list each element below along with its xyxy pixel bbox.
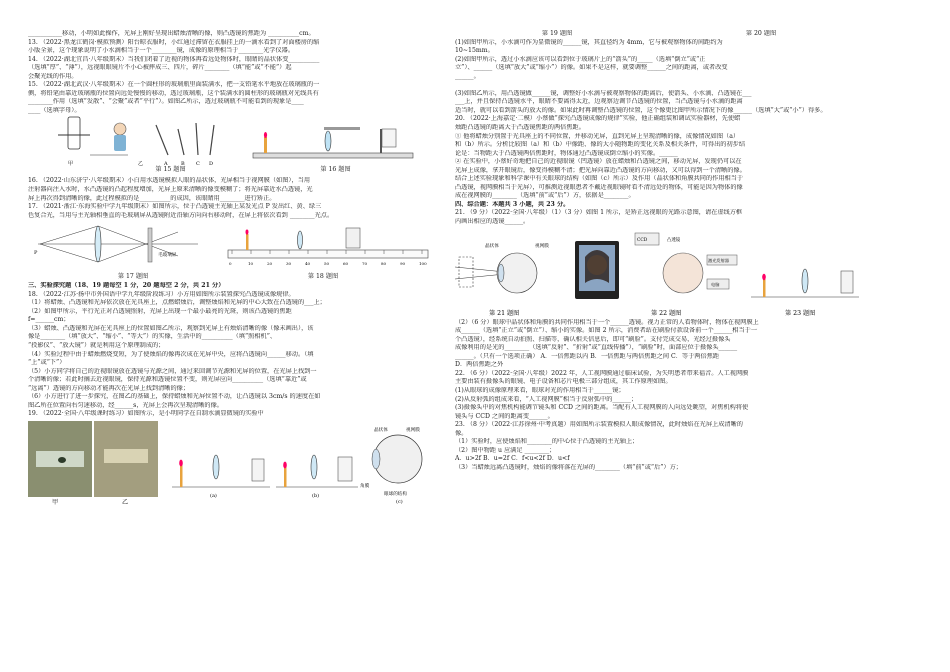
caption-figure-19: 第 19 题图 (541, 30, 573, 37)
ruler-tick-label: 80 (381, 261, 387, 267)
figure-21-23-drawing (455, 227, 863, 319)
text-line: 17. （2021·浙江·东海实验中学九年级期末）如图所示，位于凸透镜主光轴上某发光点 P 发出红、黄、绿三 (28, 203, 322, 211)
fig17-label-p: P (34, 250, 38, 257)
caption-figure-15: 第 15 题图 (155, 166, 186, 174)
text-line: ______。（只有一个选项正确） A．一倍焦距以内 B．一倍焦距与两倍焦距之间 C．等于两倍焦距 (455, 352, 720, 360)
fig21-shiwangmo-label: 视网膜 (535, 243, 549, 249)
text-line: 10~15mm。 (455, 47, 494, 55)
figure-23-optical-bench (751, 269, 859, 297)
text-line: D．两倍焦距之外 (455, 361, 504, 369)
fig15-label-b: B (181, 161, 185, 168)
figure-17-18-drawing (28, 220, 436, 274)
text-line: 色复合光，当用与主光轴相垂直的毛玻璃屏从透镜附近沿轴方向向右移动时，在屏上将依次看到 ________光点。 (28, 211, 334, 219)
left-block-2 (28, 177, 436, 220)
text-line: 像。 (455, 429, 468, 437)
figure-15-pencil-options (68, 123, 214, 167)
fig20-eye-caption: 眼球的结构 (384, 491, 407, 497)
text-line: (3)摄像头中的对焦机构能调节镜头和 CCD 之间的距离。当配有人工视网膜的人向远处眺望，对焦机构将使 (455, 404, 749, 412)
figure-20a-setup (172, 455, 270, 499)
ruler-tick-label: 60 (343, 261, 349, 267)
right-block-3 (455, 319, 863, 473)
text-line: 成______（选填“正立”或“倒立”）、缩小的实像。如图 2 所示，消费者站在刷脸付款设备前一个______相当于一 (455, 327, 758, 335)
left-block-3 (28, 291, 436, 419)
text-line: 成在视网膜的________（选填“前”或“后”）方，依据是________。 (455, 192, 635, 200)
ruler-tick-label: 40 (305, 261, 311, 267)
caption-figure-16: 第 16 题图 (320, 166, 351, 174)
fig22-ccd-label: CCD (637, 237, 648, 243)
ruler-tick-label: 70 (362, 261, 368, 267)
figures-15-16 (28, 115, 436, 177)
text-line: ② 在实验中，小蔡好奇地把自己的近视眼镜（凹透镜）放在蜡烛和凸透镜之间，移动光屏，发现仍可以在 (455, 158, 742, 166)
text-line: （2）如图甲所示，平行光正对凸透镜照射，光屏上出现一个最小最亮的光斑，则该凸透镜的焦距 (28, 307, 292, 315)
text-line: 21. （9 分）（2022·全国·八年级）（1）（3 分）如图 1 所示，是矫正远视眼的光路示意图，请在虚线方框 (455, 209, 743, 217)
text-line: f=______cm； (28, 316, 70, 324)
figure-22-artificial-retina (635, 233, 737, 293)
left-block-1 (28, 30, 436, 115)
fig20-label-c: (c) (396, 498, 403, 505)
text-line: （6）小方进行了进一步探究，在图乙的基础上，保持蜡烛和光屏位置不动，让凸透镜以 3cm/s 的速度在如 (28, 393, 321, 401)
caption-figure-21: 第 21 题图 (489, 309, 520, 317)
text-line (455, 81, 863, 90)
figure-19-photo-yi (94, 421, 158, 497)
figure-21-face-terminal (575, 241, 619, 299)
text-line: 光屏上成像，拿开眼镜后，像变得模糊不清；把光屏向靠近凸透镜的方向移动，又可以得到一个清晰的像。 (455, 166, 746, 174)
text-line: （2）图中物距 u 应满足 ________； (455, 446, 556, 454)
figures-21-23 (455, 227, 863, 319)
text-line: 16. （2022·山东济宁·八年级期末）小白用水透镜模拟人眼的晶状体，光屏相当于视网膜（如图），当用 (28, 177, 311, 185)
text-line: （3）当蜡烛远离凸透镜时，烛焰的像将落在光屏的________（填“前”或“后”）方； (455, 463, 682, 471)
fig15-label-a: A (164, 161, 168, 168)
figure-20b-setup (276, 455, 358, 499)
fig15-label-jia: 甲 (68, 161, 74, 168)
ruler-tick-label: 90 (400, 261, 406, 267)
text-line: 14. （2022·湖北宜昌·八年级期末）当我们闭着了近视的物体再看远处物体时，眼睛的晶状体变__________ (28, 55, 320, 63)
text-line: （3）蜡烛、凸透镜和光屏在光具座上的位置如图乙所示，观察到光屏上有烛焰清晰的像（像未画出），该 (28, 324, 314, 332)
fig15-label-yi: 乙 (138, 161, 144, 168)
left-column (28, 30, 436, 658)
caption-figure-22: 第 22 题图 (651, 309, 682, 317)
text-line: 和（b）所示。分析比较图（a）和（b）中像距、像的大小随物距的变化关系及相关条件，可得出的初步结 (455, 141, 746, 149)
ruler-tick-label: 30 (286, 261, 292, 267)
section-3-heading: 三、实验探究题（18、19 题每空 1 分，20 题每空 2 分，共 21 分） (28, 282, 225, 290)
text-line: 适当时，就可以看到箭头的放大的像。如果此时再调整凸透镜的位置，这个像更比图甲所示情况下的像______（选填“大”或“小”）得多。 (455, 106, 827, 114)
text-line: 像是________（填“放大”、“缩小”、“等大”）的实像，生活中的__________（填“照相机”、 (28, 333, 277, 341)
right-column (455, 30, 863, 658)
fig15-label-d: D (209, 161, 214, 168)
caption-figure-17: 第 17 题图 (117, 273, 149, 281)
ruler-tick-label: 50 (324, 261, 330, 267)
text-line: (3)如图乙所示，用凸透镜做______镜，调整好小水滴与被观察物体的距离后，使箭头、小水滴、凸透镜在___ (455, 89, 752, 97)
fig19-label-jia: 甲 (52, 498, 59, 506)
text-line: 图乙所在位置向右匀速移动，经______s，光屏上会再次呈现清晰的像。 (28, 401, 223, 409)
text-line: （选填“厚”、“薄”），远视眼眼镜片不小心被摔成三、四片，碎片________（填“能”或“不能”）起 (28, 64, 292, 72)
text-line: 15. （2022·湖北武汉·八年级期末）在一个圆柱形的玻璃瓶里面装满水，把一支铅笔水平地放在玻璃瓶的一 (28, 81, 320, 89)
text-line: （1）实验时，应使烛焰和________的中心位于凸透镜的主光轴上； (455, 438, 639, 446)
figure-16-optical-bench (253, 127, 413, 158)
fig22-computer-label: 电脑 (711, 281, 720, 287)
text-line: （5）小方同学将自己的近视眼镜放在透镜与光源之间，通过来回调节光源和光屏的位置，在光屏上找到一 (28, 367, 317, 375)
right-block-2 (455, 209, 863, 226)
text-line: 个凸透镜），经系统自动拍照、扫描等，确认相关信息后，即可“刷脸”。支付完成交易，光经过摄像头 (455, 335, 731, 343)
text-line: （2）（6 分）眼球中晶状体和角膜的共同作用相当于一个______透镜。视力正常的人看物体时，物体在视网膜上 (455, 318, 759, 326)
text-line: 主要由装有摄像头的眼镜、电子设备和芯片电极三部分组成，其工作原理如图。 (455, 378, 672, 386)
text-line: 个清晰的像；若此时摘去近视眼镜，保持光源和透镜位置不变，则光屏应向__________（选填“靠近”或 (28, 376, 307, 384)
text-line: ________作用（选填“发散”、“会聚”或者“平行”）。如图乙所示，透过玻璃瓶不可能看到的现象是____ (28, 98, 304, 106)
text-line: 凸透镜，视网膜相当于光屏），可推测近视眼患者不戴近视眼镜时看不清远处的物体，可能是因为物体的像 (455, 183, 743, 191)
text-line: 19. （2022·全国·八年级课时练习）如图所示，是小明同学在自制水滴显微镜的实验中 (28, 410, 264, 418)
right-top-captions (455, 30, 863, 39)
text-line: 论是：当物距大于凸透镜两倍焦距时，物体通过凸透镜成倒立缩小的实像。______ (455, 149, 678, 157)
ruler-tick-label: 20 (267, 261, 273, 267)
text-line: （4）实验过程中由于蜡烛燃烧变短，为了使烛焰的像再次成在光屏中央，应将凸透镜向______移动。（填 (28, 350, 314, 358)
fig20-label-a: (a) (210, 492, 217, 499)
figures-17-18 (28, 220, 436, 282)
text-line: ___上，并且保持凸透镜水平，眼睛不要离得太近，边观察边调节凸透镜的位置，当凸透镜与小水滴的距离 (455, 98, 743, 106)
text-line: 注射器向注入水时，水凸透镜的凸起程度增加，光屏上原来清晰的像变模糊了；将光屏靠近水凸透镜，光 (28, 186, 313, 194)
caption-figure-18: 第 18 题图 (307, 273, 339, 281)
text-line: “上”或“下”） (28, 359, 66, 367)
text-line: 18. （2022·江苏·扬中市外国语中学九年级阶段练习）小方用如图所示装置探究凸透镜成像规律。 (28, 290, 295, 298)
fig22-laser-label: 激光发射器 (708, 257, 729, 263)
text-line: 小版全景，这个现象说明了小水滴相当于一个________镜，成像的原理相当于________光学仪器。 (28, 47, 295, 55)
figure-17-lens-rays (34, 226, 198, 262)
fig20-jiaomo-label: 角膜 (360, 483, 370, 489)
figure-19-photo-jia (28, 421, 92, 497)
text-line: (1)从眼球的成像原理来看，眼球对光的作用相当于______镜； (455, 386, 625, 394)
text-line: ______。 (455, 72, 480, 80)
figure-21-eye-diagram (455, 242, 549, 293)
text-line: 20. （2022·上海嘉定·二模）小蔡做“探究凸透镜成像的规律”实验，他正确组装和调试实验器材，先使蜡 (455, 115, 741, 123)
text-line: 23. （8 分）（2022·江苏徐州·中考真题）用如图所示装置模拟人眼成像情况，此时烛焰在光屏上成清晰的 (455, 421, 743, 429)
fig20-shiwangmo-label: 视网膜 (406, 427, 420, 433)
figure-20c-eyeball (360, 426, 422, 505)
ruler-tick-label: 10 (248, 261, 254, 267)
caption-figure-20: 第 20 题图 (745, 30, 777, 37)
fig15-label-c: C (196, 161, 200, 168)
text-line: 13. （2022·黑龙江鹤岗·模拟预测）阳台晾衣服时，小红通过滞留在衣服挂上的一滴水看到了对面楼房的缩 (28, 38, 320, 46)
text-line: ___________移动，小明如此操作，光屏上刚好呈现出蜡烛清晰的像，则凸透镜的焦距为 __________cm。 (28, 30, 315, 37)
text-line: 会聚光线的作用。 (28, 72, 78, 80)
text-line: A．u>2f B．u=2f C．f<u<2f D．u<f (455, 455, 570, 463)
fig22-lens-label: 凸透镜 (667, 237, 681, 243)
text-line: ____（选填字母）。 (28, 106, 81, 114)
text-line: 侧，将铅笔由靠近玻璃瓶的位置向远处慢慢的移动，透过玻璃瓶，这个装满水的圆柱形的玻璃瓶对光线具有 (28, 89, 319, 97)
text-line: “投影仪”、“放大镜”）就是利用这个原理制成的； (28, 342, 165, 350)
ruler-tick-label: 100 (419, 261, 427, 267)
fig20-label-b: (b) (312, 492, 320, 499)
ruler-tick-label: 0 (229, 261, 232, 267)
text-line: 屏上再次得到清晰的像，此过程模拟的是__________的成因，该眼睛用________进行矫正。 (28, 194, 276, 202)
text-line: 22. （6 分）（2022·全国·八年级）2022 年，人工视网膜通过临床试验，为失明患者带来福音。人工视网膜 (455, 369, 749, 377)
text-line: 立”）、______（选填“放大”或“缩小”）的像。如果不是这样，就要调整______之间的距离，或者改变 (455, 64, 728, 72)
figure-15-bottle (58, 117, 128, 155)
text-line: 内画出相应的透镜______。 (455, 218, 530, 226)
fig17-screen-label: 毛玻璃屏 (158, 253, 177, 259)
text-line: “远离”）透镜的方向移动才能再次在光屏上找到清晰的像； (28, 384, 190, 392)
figure-20-diagrams (162, 421, 432, 507)
figure-18-optical-bench (228, 228, 428, 266)
text-line: 烛距凸透镜的距离大于凸透镜焦距的两倍焦距。 (455, 124, 585, 132)
text-line: （1）将蜡烛、凸透镜和光屏依次放在光具座上，点燃蜡烛后，调整烛焰和光屏的中心大致在凸透镜的___上； (28, 299, 326, 307)
section-4-heading: 四、综合题：本题共 3 小题，共 23 分。 (455, 200, 570, 208)
text-line: ① 他将蜡烛分别置于光具座上的不同位置，并移动光屏，直到光屏上呈现清晰的像，成像情况如图（a） (455, 132, 740, 140)
text-line: 结合上述实验现象和科学课中有关眼球的结构（如图（c）所示）及作用（晶状体和角膜共同的作用相当于 (455, 175, 744, 183)
text-line: (1)如图甲所示，小水滴可作为显微镜的______镜，其直径约为 4mm，它与被观察物体的间距约为 (455, 38, 723, 46)
text-line: 镜头与 CCD 之间的距离变______。 (455, 412, 554, 420)
text-line: (2)如图甲所示，透过小水滴应该可以看到位于玻璃片上的“箭头”的_____（选填“倒立”或“正 (455, 55, 706, 63)
figure-19 (28, 421, 436, 507)
fig20-jingti-label: 晶状体 (374, 427, 388, 433)
fig19-label-yi: 乙 (122, 498, 129, 506)
right-block-1 (455, 39, 863, 201)
fig21-jingti-label: 晶状体 (485, 243, 499, 249)
caption-figure-23: 第 23 题图 (785, 309, 816, 317)
text-line: (2)从反射弧的组成来看，“人工视网膜”相当于反射弧中的______； (455, 395, 638, 403)
figure-15-16-drawing (28, 115, 436, 167)
text-line: 成像利用的是光的________（选填“反射”、“折射”或“直线传播”），“刷脸”时，面部应位于摄像头______ (455, 344, 738, 352)
